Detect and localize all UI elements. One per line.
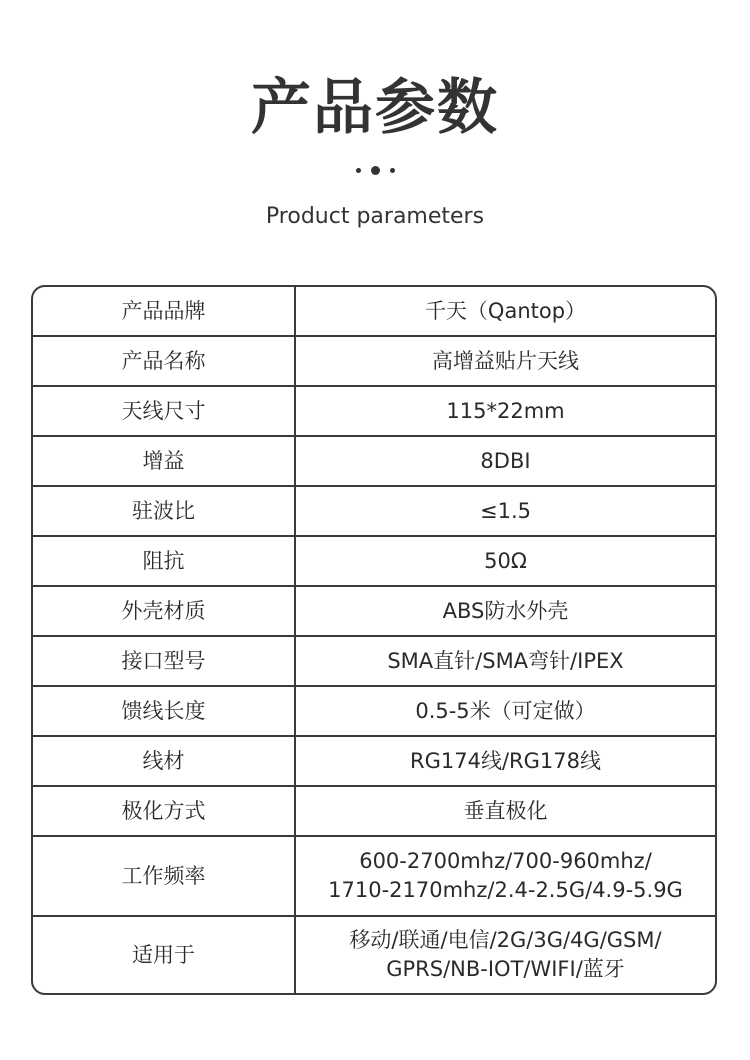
param-value-line: GPRS/NB-IOT/WIFI/蓝牙: [386, 957, 625, 981]
param-label: 驻波比: [33, 487, 296, 535]
table-row: [33, 735, 715, 785]
dot-icon: [371, 166, 380, 175]
param-label: 外壳材质: [33, 587, 296, 635]
table-row: [33, 835, 715, 915]
param-label: 馈线长度: [33, 687, 296, 735]
param-label: 线材: [33, 737, 296, 785]
param-value: 高增益贴片天线: [432, 348, 579, 373]
param-value-line: 600-2700mhz/700-960mhz/: [359, 849, 652, 873]
param-value: [296, 837, 715, 915]
param-value: ABS防水外壳: [442, 598, 569, 623]
param-label: 极化方式: [33, 787, 296, 835]
param-value: RG174线/RG178线: [410, 748, 601, 773]
param-value: 0.5-5米（可定做）: [415, 698, 596, 723]
param-label: 增益: [33, 437, 296, 485]
page-subtitle: Product parameters: [265, 204, 485, 229]
parameter-table: [31, 285, 717, 995]
param-label: 天线尺寸: [33, 387, 296, 435]
table-row: [33, 335, 715, 385]
page-title: 产品参数: [251, 73, 499, 143]
table-row: [33, 785, 715, 835]
param-label: 适用于: [33, 917, 296, 993]
param-label: 阻抗: [33, 537, 296, 585]
table-row: [33, 435, 715, 485]
decorative-dots: [0, 164, 750, 176]
param-label: 接口型号: [33, 637, 296, 685]
table-row: [33, 287, 715, 335]
table-row: [33, 635, 715, 685]
param-value: 8DBI: [480, 448, 531, 473]
param-label: 产品名称: [33, 337, 296, 385]
param-value: ≤1.5: [480, 498, 531, 523]
table-row: [33, 915, 715, 993]
param-value: 垂直极化: [463, 798, 548, 823]
param-value: [296, 917, 715, 993]
param-value: 50Ω: [484, 548, 527, 573]
table-row: [33, 585, 715, 635]
dot-icon: [390, 168, 395, 173]
param-value: 115*22mm: [446, 398, 565, 423]
param-label: 产品品牌: [33, 287, 296, 335]
table-row: [33, 385, 715, 435]
param-label: 工作频率: [33, 837, 296, 915]
table-row: [33, 685, 715, 735]
dot-icon: [356, 168, 361, 173]
param-value: 千天（Qantop）: [424, 298, 587, 323]
param-value-line: 移动/联通/电信/2G/3G/4G/GSM/: [349, 928, 662, 952]
param-value: SMA直针/SMA弯针/IPEX: [387, 648, 624, 673]
table-row: [33, 485, 715, 535]
table-row: [33, 535, 715, 585]
param-value-line: 1710-2170mhz/2.4-2.5G/4.9-5.9G: [328, 878, 683, 902]
